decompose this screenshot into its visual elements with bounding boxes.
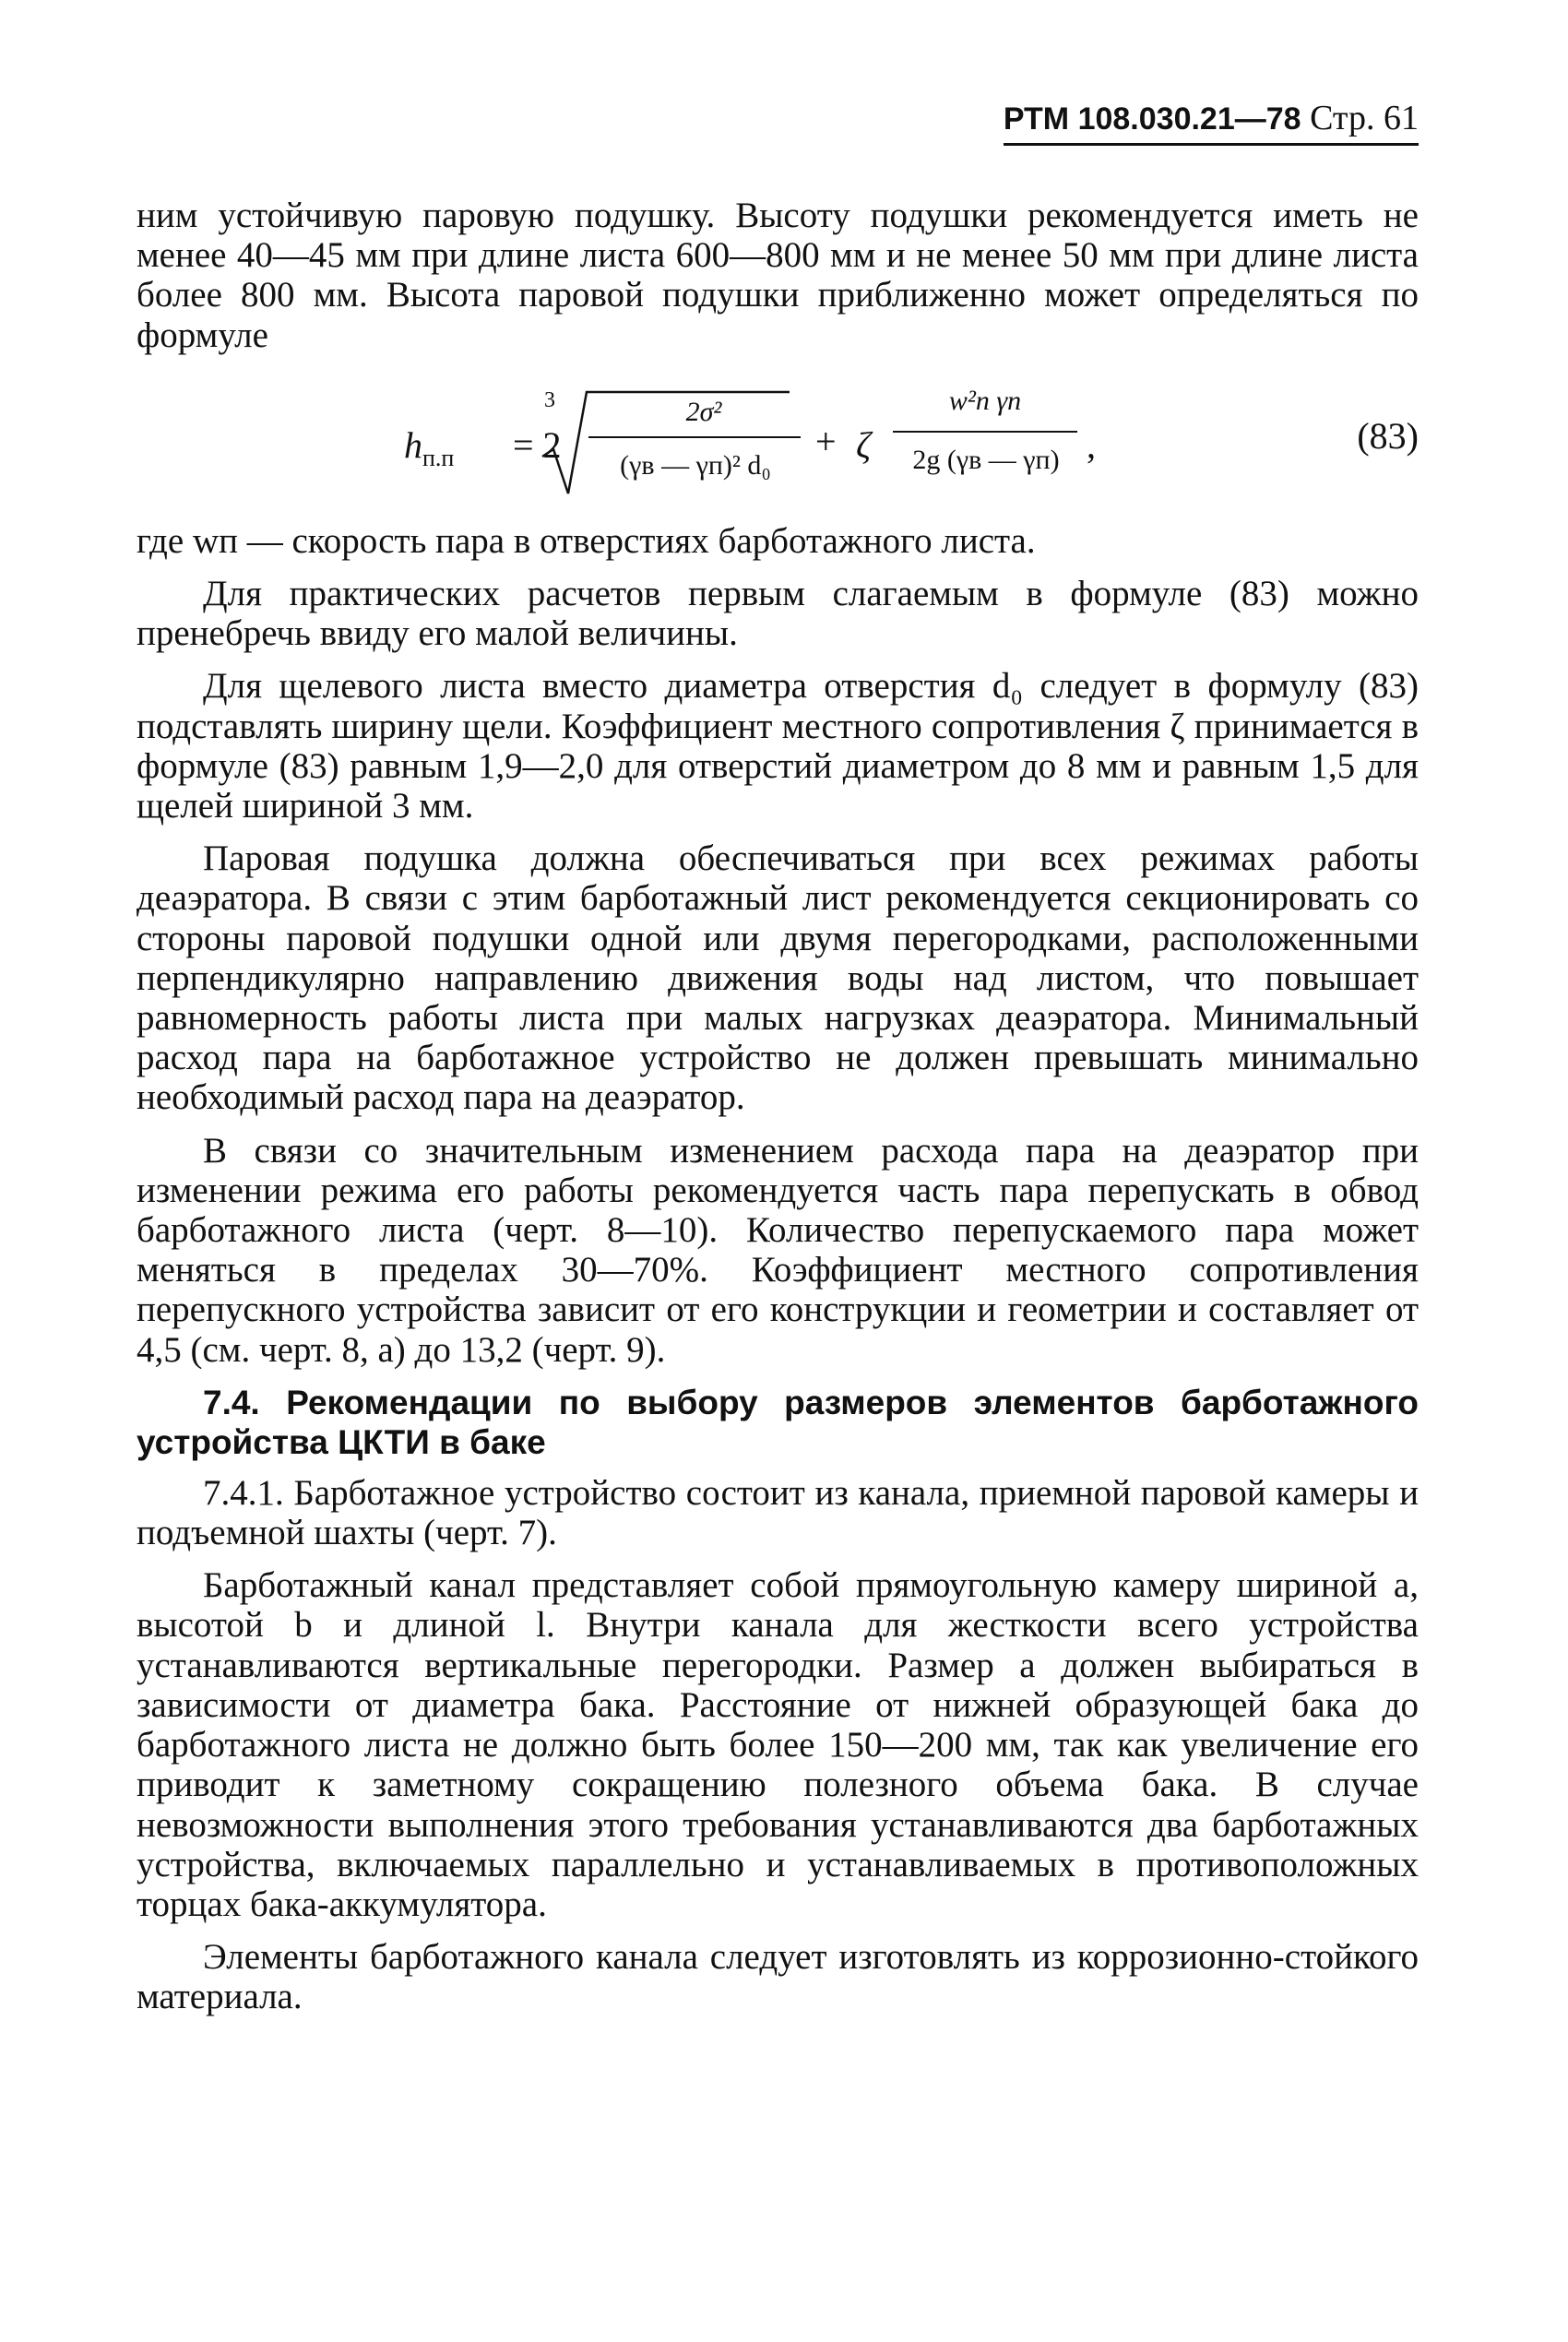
formula-zeta: ζ (856, 423, 872, 466)
page-number: Стр. 61 (1310, 99, 1419, 137)
fraction-bar (588, 436, 801, 438)
paragraph: ним устойчивую паровую подушку. Высоту подушки рекомендуется иметь не менее 40—45 мм при длине листа 600—800 мм и не менее 50 мм при длине листа более 800 мм. Высота паровой подушки приближенно может определяться по формуле (137, 196, 1419, 355)
paragraph: Для практических расчетов первым слагаемым в формуле (83) можно пренебречь ввиду его малой величины. (137, 574, 1419, 654)
formula-expression (404, 377, 1105, 506)
section-heading: 7.4. Рекомендации по выбору размеров элементов барботажного устройства ЦКТИ в баке (137, 1383, 1419, 1461)
paragraph: Паровая подушка должна обеспечиваться при всех режимах работы деаэратора. В связи с этим барботажный лист рекомендуется секционировать со стороны паровой подушки одной или двумя перегородками, расположенными перпендикулярно направлению движения воды над листом, что повышает равномерность работы листа при малых нагрузках деаэратора. Минимальный расход пара на барботажное устройство не должен превышать минимально необходимый расход пара на деаэратор. (137, 838, 1419, 1118)
paragraph: Элементы барботажного канала следует изготовлять из коррозионно-стойкого материала. (137, 1937, 1419, 2017)
formula-term2-denominator: 2g (γв — γп) (912, 444, 1060, 475)
formula-term2-numerator: w²п γп (948, 385, 1022, 416)
formula-trailing-comma: , (1087, 423, 1096, 466)
formula-term1-numerator: 2σ² (685, 396, 722, 427)
paragraph: Для щелевого листа вместо диаметра отверстия d₀ следует в формулу (83) подставлять ширину щели. Коэффициент местного сопротивления ζ принимается в формуле (83) равным 1,9—2,0 для отверстий диаметром до 8 мм и равным 1,5 для щелей шириной 3 мм. (137, 666, 1419, 826)
document-body (137, 196, 1419, 2030)
document-code: РТМ 108.030.21—78 (1003, 101, 1301, 137)
paragraph: В связи со значительным изменением расхода пара на деаэратор при изменении режима его работы рекомендуется часть пара перепускать в обвод барботажного листа (черт. 8—10). Количество перепускаемого пара может меняться в пределах 30—70%. Коэффициент местного сопротивления перепускного устройства зависит от его конструкции и геометрии и составляет от 4,5 (см. черт. 8, а) до 13,2 (черт. 9). (137, 1130, 1419, 1370)
equation-number: (83) (1357, 414, 1419, 457)
document-page (137, 0, 1419, 2342)
formula-lhs: $h_{п.п}$ (404, 423, 455, 471)
formula-plus: + (815, 420, 837, 462)
fraction-bar (893, 431, 1077, 433)
formula-term1-denominator: (γв — γп)² d₀ (620, 449, 771, 481)
paragraph: 7.4.1. Барботажное устройство состоит из канала, приемной паровой камеры и подъемной шахты (черт. 7). (137, 1472, 1419, 1553)
formula-root-index: 3 (544, 387, 555, 412)
page-header (1004, 98, 1419, 146)
paragraph: Барботажный канал представляет собой прямоугольную камеру шириной а, высотой b и длиной l. Внутри канала для жесткости всего устройства устанавливаются вертикальные перегородки. Размер а должен выбираться в зависимости от диаметра бака. Расстояние от нижней образующей бака до барботажного листа не должно быть более 150—200 мм, так как увеличение его приводит к заметному сокращению полезного объема бака. В случае невозможности выполнения этого требования устанавливаются два барботажных устройства, включаемых параллельно и устанавливаемых в противоположных торцах бака-аккумулятора. (137, 1565, 1419, 1924)
formula-equals-coefficient: = 2 (513, 423, 562, 466)
paragraph: где wп — скорость пара в отверстиях барботажного листа. (137, 520, 1036, 561)
formula-83 (137, 368, 1419, 514)
